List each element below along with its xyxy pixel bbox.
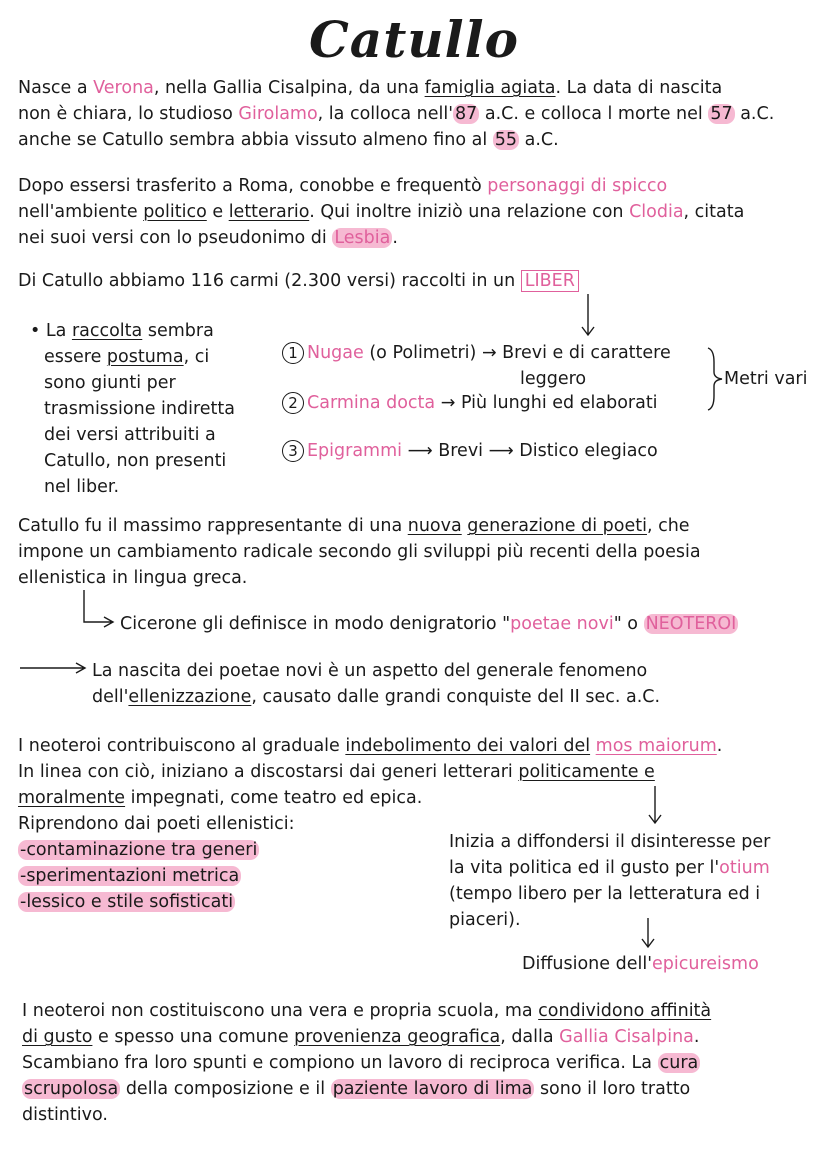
cura-term: cura bbox=[659, 1053, 699, 1073]
number-circle-2: 2 bbox=[282, 392, 304, 414]
leggero-text: leggero bbox=[520, 369, 587, 389]
carmi-paragraph: Di Catullo abbiamo 116 carmi (2.300 versi) raccolti in un LIBER bbox=[18, 268, 818, 294]
intro-paragraph: Nasce a Verona, nella Gallia Cisalpina, da una famiglia agiata. La data di nascita non è chiara, lo studioso Girolamo, la colloca nell' 87 a.C. e colloca l morte nel 57 a.C. anche se Catullo sembra abbia vissuto almeno fino al 55 a.C. bbox=[18, 78, 775, 150]
year-57: 57 bbox=[710, 104, 733, 124]
list-item: -lessico e stile sofisticati bbox=[20, 892, 234, 912]
arrow-icon: ⟶ bbox=[402, 441, 439, 461]
raccolta-bullet: • La raccolta sembra essere postuma, ci sono giunti per trasmissione indiretta dei versi attribuiti a Catullo, non presenti nel liber. bbox=[30, 321, 235, 497]
otium-down-arrow bbox=[649, 786, 661, 823]
gallia-cisalpina-term: Gallia Cisalpina bbox=[559, 1027, 694, 1047]
nugae-term: Nugae bbox=[307, 343, 364, 363]
number-circle-1: 1 bbox=[282, 342, 304, 364]
verona-term: Verona bbox=[93, 78, 154, 98]
nascita-arrow bbox=[20, 663, 85, 673]
famiglia-agiata: famiglia agiata bbox=[424, 78, 556, 98]
neoteroi-term: NEOTEROI bbox=[645, 614, 737, 634]
di-gusto-term: di gusto bbox=[22, 1027, 93, 1047]
cicerone-line: Cicerone gli definisce in modo denigratorio "poetae novi" o NEOTEROI bbox=[120, 614, 737, 634]
generazione-term: generazione di poeti bbox=[467, 516, 647, 536]
arrow-icon: → bbox=[476, 343, 503, 363]
mos-maiorum-term: mos maiorum bbox=[595, 736, 717, 756]
arrow-icon: → bbox=[435, 393, 461, 413]
cicerone-connector bbox=[84, 590, 113, 627]
work-epigrammi: 3 Epigrammi ⟶ Brevi ⟶ Distico elegiaco bbox=[282, 438, 658, 464]
raccolta-term: raccolta bbox=[71, 321, 143, 341]
number-circle-3: 3 bbox=[282, 440, 304, 462]
bullet-dot: • bbox=[30, 321, 46, 341]
letterario-term: letterario bbox=[228, 202, 310, 222]
metri-brace bbox=[708, 348, 722, 410]
postuma-term: postuma bbox=[106, 347, 184, 367]
arrow-icon: ⟶ bbox=[483, 441, 520, 461]
year-87: 87 bbox=[455, 104, 478, 124]
lesbia-term: Lesbia bbox=[334, 228, 391, 248]
girolamo-term: Girolamo bbox=[238, 104, 318, 124]
lima-term: paziente lavoro di lima bbox=[332, 1079, 533, 1099]
otium-paragraph: Inizia a diffondersi il disinteresse per la vita politica ed il gusto per l'otium (tempo libero per la letteratura ed i piaceri). bbox=[449, 832, 771, 930]
provenienza-term: provenienza geografica bbox=[294, 1027, 501, 1047]
personaggi-spicco: personaggi di spicco bbox=[487, 176, 668, 196]
nuova-term: nuova bbox=[407, 516, 462, 536]
rome-paragraph: Dopo essersi trasferito a Roma, conobbe e frequentò personaggi di spicco nell'ambiente politico e letterario. Qui inoltre iniziò una relazione con Clodia, citata nei suoi versi con lo pseudonimo di Lesbia . bbox=[18, 176, 745, 248]
condividono-term: condividono affinità bbox=[538, 1001, 712, 1021]
poeti-paragraph: Catullo fu il massimo rappresentante di una nuova generazione di poeti, che impone un cambiamento radicale secondo gli sviluppi più recenti della poesia ellenistica in lingua greca. bbox=[18, 516, 701, 588]
work-nugae: 1 Nugae (o Polimetri) → Brevi e di carattere bbox=[282, 340, 671, 366]
otium-term: otium bbox=[719, 858, 770, 878]
clodia-term: Clodia bbox=[629, 202, 684, 222]
year-55: 55 bbox=[494, 130, 518, 150]
scrupolosa-term: scrupolosa bbox=[24, 1079, 119, 1099]
poetae-novi-term: poetae novi bbox=[510, 614, 614, 634]
politico-term: politico bbox=[143, 202, 207, 222]
politicamente-term: politicamente e bbox=[518, 762, 655, 782]
liber-down-arrow bbox=[582, 294, 594, 335]
epicureismo-term: epicureismo bbox=[652, 954, 759, 974]
epigrammi-term: Epigrammi bbox=[307, 441, 403, 461]
nascita-paragraph: La nascita dei poetae novi è un aspetto del generale fenomeno dell'ellenizzazione, causato dalle grandi conquiste del II sec. a.C. bbox=[92, 661, 661, 707]
list-item: -contaminazione tra generi bbox=[20, 840, 258, 860]
neoteroi-paragraph: I neoteroi contribuiscono al graduale indebolimento dei valori del mos maiorum. In linea con ciò, iniziano a discostarsi dai generi letterari politicamente e moralmente impegnati, come teatro ed epica. Riprendono dai poeti ellenistici: -contaminazione tra generi -sperimentazioni metrica -lessico e stile sofisticati bbox=[18, 736, 723, 912]
epicureismo-down-arrow bbox=[642, 918, 654, 947]
moralmente-term: moralmente bbox=[18, 788, 126, 808]
page-title: Catullo bbox=[309, 10, 519, 69]
scuola-paragraph: I neoteroi non costituiscono una vera e propria scuola, ma condividono affinità di gusto e spesso una comune provenienza geografica, dalla Gallia Cisalpina. Scambiano fra loro spunti e compiono un lavoro di reciproca verifica. La cura scrupolosa della composizione e il paziente lavoro di lima sono il loro tratto distintivo. bbox=[22, 1001, 712, 1125]
list-item: -sperimentazioni metrica bbox=[20, 866, 240, 886]
work-carmina-docta: 2 Carmina docta → Più lunghi ed elaborati bbox=[282, 390, 658, 416]
epicureismo-line: Diffusione dell'epicureismo bbox=[522, 954, 759, 974]
carmina-docta-term: Carmina docta bbox=[307, 393, 436, 413]
ellenizzazione-term: ellenizzazione bbox=[128, 687, 252, 707]
metri-vari-text: Metri vari bbox=[724, 369, 808, 389]
indebolimento-term: indebolimento dei valori del bbox=[345, 736, 591, 756]
liber-box: LIBER bbox=[521, 270, 579, 292]
